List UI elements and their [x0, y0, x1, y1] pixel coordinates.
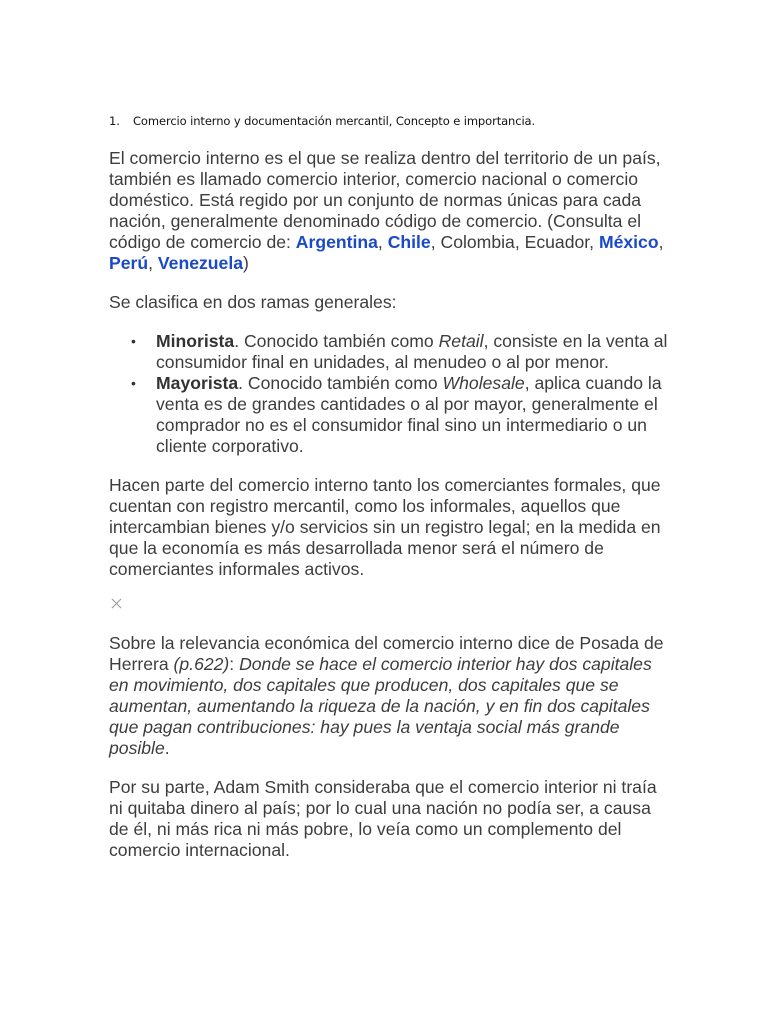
- term-minorista: Minorista: [156, 331, 235, 351]
- list-text: . Conocido también como: [234, 331, 439, 351]
- link-mexico[interactable]: México: [598, 232, 659, 252]
- link-peru[interactable]: Perú: [109, 253, 149, 273]
- intro-paragraph: [109, 148, 669, 274]
- close-icon[interactable]: [111, 598, 123, 610]
- relevance-text: Sobre la relevancia económica del comercio interno dice de Posada de Herrera: [109, 633, 664, 674]
- list-text: . Conocido también como: [238, 373, 443, 393]
- section-heading: [109, 114, 535, 128]
- plain-countries: , Colombia, Ecuador,: [430, 232, 599, 252]
- citation: (p.622): [173, 654, 230, 674]
- list-item-minorista: [156, 331, 669, 373]
- separator: ,: [148, 253, 158, 273]
- list-text: , aplica cuando la venta es de grandes cantidades o al por mayor, generalmente el comprador no es el consumidor final sino un intermediario o un cliente corporativo.: [156, 373, 662, 456]
- link-argentina[interactable]: Argentina: [295, 232, 378, 252]
- list-item-mayorista: [156, 373, 669, 457]
- separator: ,: [377, 232, 388, 252]
- relevance-paragraph: [109, 633, 669, 759]
- separator: ,: [658, 232, 664, 252]
- closing-paren: ): [243, 253, 249, 273]
- foreign-term: Retail: [438, 331, 484, 351]
- heading-text: Comercio interno y documentación mercantil, Concepto e importancia.: [133, 114, 536, 128]
- intro-text: El comercio interno es el que se realiza dentro del territorio de un país, también es llamado comercio interior, comercio nacional o comercio doméstico. Está regido por un conjunto de normas únicas para cada nación, generalmente denominado código de comercio. (Consulta el código de comercio de:: [109, 148, 661, 252]
- separator: :: [229, 654, 240, 674]
- branches-list: [109, 331, 669, 457]
- smith-paragraph: Por su parte, Adam Smith consideraba que el comercio interior ni traía ni quitaba dinero al país; por lo cual una nación no podía ser, a causa de él, ni más rica ni más pobre, lo veía como un complemento del comercio internacional.: [109, 777, 657, 860]
- classification-paragraph: Se clasifica en dos ramas generales:: [109, 292, 397, 312]
- link-chile[interactable]: Chile: [387, 232, 431, 252]
- body-text: [109, 148, 669, 879]
- informal-paragraph: Hacen parte del comercio interno tanto los comerciantes formales, que cuentan con registro mercantil, como los informales, aquellos que intercambian bienes y/o servicios sin un registro legal; en la medida en que la economía es más desarrollada menor será el número de comerciantes informales activos.: [109, 475, 661, 579]
- term-mayorista: Mayorista: [156, 373, 239, 393]
- quotation: Donde se hace el comercio interior hay dos capitales en movimiento, dos capitales que producen, dos capitales que se aumentan, aumentando la riqueza de la nación, y en fin dos capitales que pagan contribuciones: hay pues la ventaja social más grande posible: [109, 654, 652, 758]
- foreign-term: Wholesale: [442, 373, 525, 393]
- list-text: , consiste en la venta al consumidor final en unidades, al menudeo o al por menor.: [156, 331, 668, 372]
- link-venezuela[interactable]: Venezuela: [157, 253, 243, 273]
- heading-number: 1.: [109, 114, 120, 128]
- period: .: [164, 738, 170, 758]
